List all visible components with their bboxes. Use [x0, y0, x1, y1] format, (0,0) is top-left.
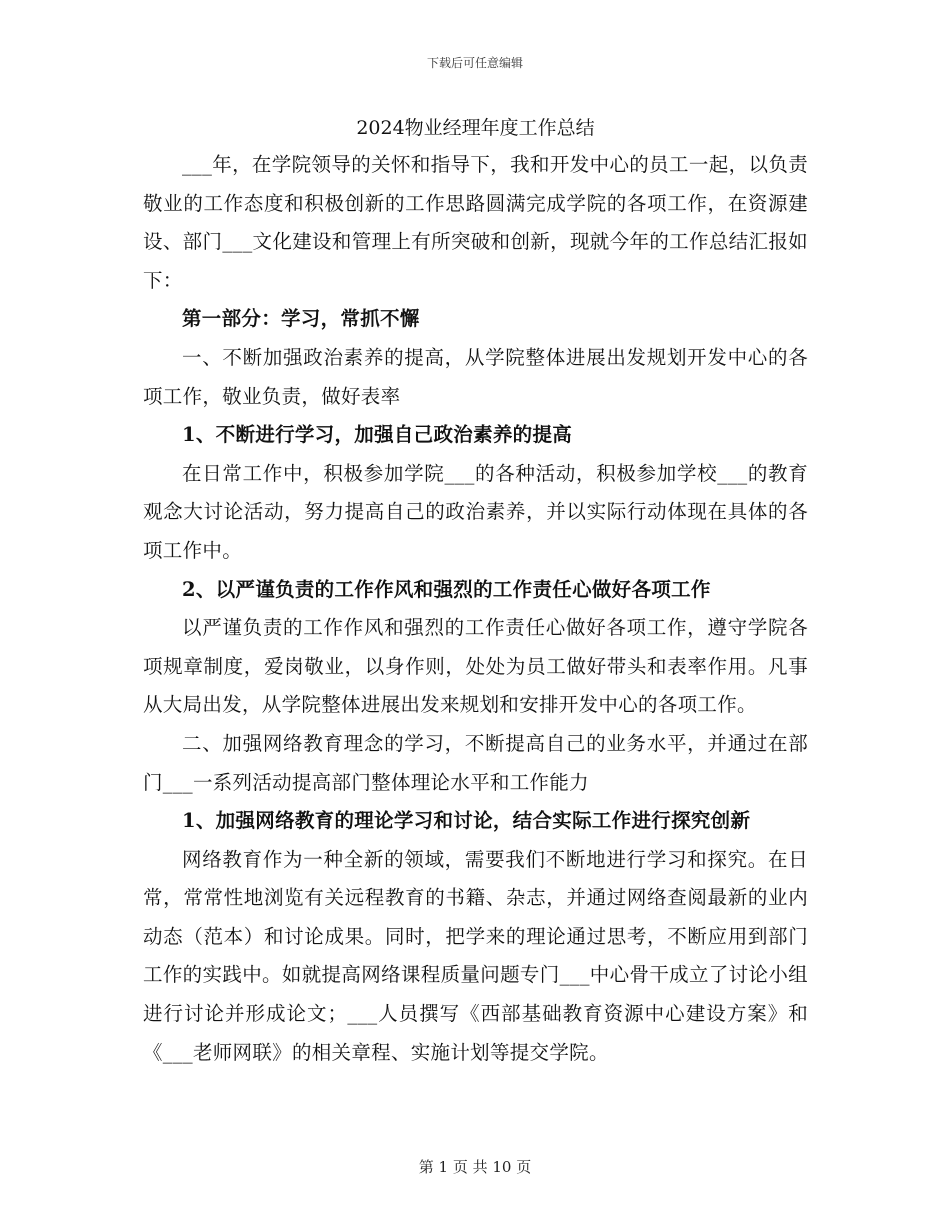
subsection-1-body: 在日常工作中，积极参加学院___的各种活动，积极参加学校___的教育观念大讨论活动，努力提高自己的政治素养，并以实际行动体现在具体的各项工作中。: [143, 461, 808, 562]
section-two-heading: 二、加强网络教育理念的学习，不断提高自己的业务水平，并通过在部门___一系列活动提高部门整体理论水平和工作能力: [143, 731, 808, 794]
intro-paragraph: ___年，在学院领导的关怀和指导下，我和开发中心的员工一起，以负责敬业的工作态度和积极创新的工作思路圆满完成学院的各项工作，在资源建设、部门___文化建设和管理上有所突破和创新，现就今年的工作总结汇报如下：: [143, 153, 808, 292]
part-one-heading: 第一部分：学习，常抓不懈: [182, 307, 420, 331]
header-note: 下载后可任意编辑: [426, 56, 523, 70]
subsection-2-body: 以严谨负责的工作作风和强烈的工作责任心做好各项工作，遵守学院各项规章制度，爱岗敬业，以身作则，处处为员工做好带头和表率作用。凡事从大局出发，从学院整体进展出发来规划和安排开发中心的各项工作。: [143, 616, 808, 717]
section-two-subsection-1-heading: 1、加强网络教育的理论学习和讨论，结合实际工作进行探究创新: [182, 809, 751, 833]
subsection-1-heading: 1、不断进行学习，加强自己政治素养的提高: [182, 423, 573, 447]
section-one-heading: 一、不断加强政治素养的提高，从学院整体进展出发规划开发中心的各项工作，敬业负责，做好表率: [143, 345, 808, 408]
document-title: 2024物业经理年度工作总结: [356, 117, 595, 139]
section-two-subsection-1-body: 网络教育作为一种全新的领域，需要我们不断地进行学习和探究。在日常，常常性地浏览有关远程教育的书籍、杂志，并通过网络查阅最新的业内动态（范本）和讨论成果。同时，把学来的理论通过思考，不断应用到部门工作的实践中。如就提高网络课程质量问题专门___中心骨干成立了讨论小组进行讨论并形成论文；___人员撰写《西部基础教育资源中心建设方案》和《___老师网联》的相关章程、实施计划等提交学院。: [143, 847, 808, 1064]
page-number: 第 1 页 共 10 页: [418, 1158, 532, 1176]
document-body: [143, 112, 808, 1072]
subsection-2-heading: 2、以严谨负责的工作作风和强烈的工作责任心做好各项工作: [182, 577, 711, 601]
